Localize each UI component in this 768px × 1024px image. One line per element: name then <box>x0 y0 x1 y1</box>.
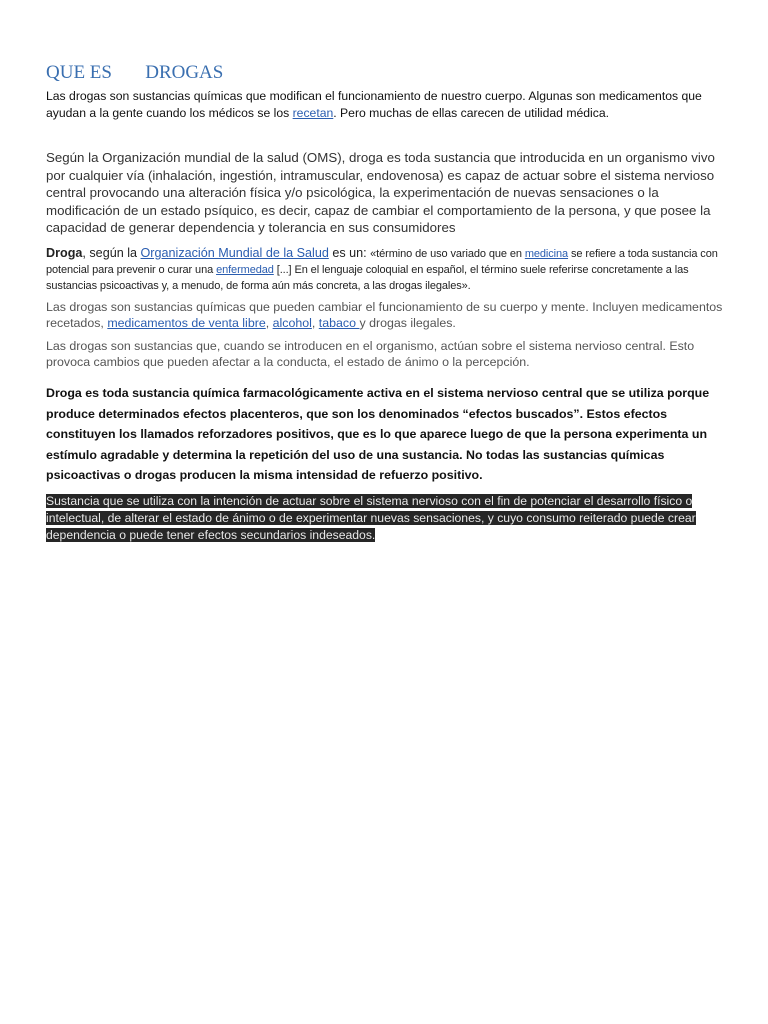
paragraph-drug-types <box>46 299 736 331</box>
link-medicamentos-de-venta-libre[interactable]: medicamentos de venta libre <box>107 316 266 330</box>
paragraph-oms-quote <box>46 246 736 294</box>
paragraph-text: . Pero muchas de ellas carecen de utilidad médica. <box>333 105 610 120</box>
paragraph-text: y drogas ilegales. <box>359 316 456 330</box>
paragraph-text: Las drogas son sustancias químicas que pueden cambiar el funcionamiento de su cuerpo y mente. Incluyen medicamentos recetados, <box>46 300 723 330</box>
link-medicina[interactable]: medicina <box>524 248 569 260</box>
separator-text: , <box>265 316 273 330</box>
bold-term-droga: Droga <box>46 246 83 260</box>
link-recetan[interactable]: recetan <box>292 105 334 120</box>
paragraph-text: es un: <box>328 246 371 260</box>
document-title: QUE ES DROGAS <box>46 62 224 83</box>
paragraph-text: , según la <box>82 246 141 260</box>
link-alcohol[interactable]: alcohol <box>272 316 312 330</box>
paragraph-text: Las drogas son sustancias químicas que modifican el funcionamiento de nuestro cuerpo. Algunas son medicamentos que ayudan a la gente cuando los médicos se los <box>46 89 702 120</box>
paragraph-oms-definition: Según la Organización mundial de la salud (OMS), droga es toda sustancia que introducida en un organismo vivo por cualquier vía (inhalación, ingestión, intramuscular, endovenosa) es capaz de actuar sobre el sistema nervioso central provocando una alteración física y/o psicológica, la experimentación de nuevas sensaciones o la modificación de un estado psíquico, es decir, capaz de cambiar el comportamiento de la persona, y que posee la capacidad de generar dependencia y tolerancia en sus consumidores <box>46 150 715 235</box>
link-tabaco[interactable]: tabaco <box>318 316 360 330</box>
separator-text: , <box>311 316 319 330</box>
link-enfermedad[interactable]: enfermedad <box>216 264 274 276</box>
paragraph-nervous-system: Las drogas son sustancias que, cuando se introducen en el organismo, actúan sobre el sistema nervioso central. Esto provoca cambios que pueden afectar a la conducta, el estado de ánimo o la percepción. <box>46 339 695 369</box>
link-organizacion-mundial-de-la-salud[interactable]: Organización Mundial de la Salud <box>140 246 329 260</box>
paragraph-bold-definition: Droga es toda sustancia química farmacológicamente activa en el sistema nervioso central que se utiliza porque produce determinados efectos placenteros, que son los denominados “efectos buscados”. Estos efectos constituyen los llamados reforzadores positivos, que es lo que aparece luego de que la persona experimenta un estímulo agradable y determina la repetición del uso de una sustancia. No todas las sustancias químicas psicoactivas o drogas producen la misma intensidad de refuerzo positivo. <box>46 386 710 482</box>
quote-text: «término de uso variado que en <box>370 248 525 260</box>
paragraph-highlighted <box>46 493 736 544</box>
highlighted-text: Sustancia que se utiliza con la intención de actuar sobre el sistema nervioso con el fin de potenciar el desarrollo físico o intelectual, de alterar el estado de ánimo o de experimentar nuevas sensaciones, y cuyo consumo reiterado puede crear dependencia o puede tener efectos secundarios indeseados. <box>46 494 696 542</box>
quote-text: [...] En el lenguaje coloquial en español, el término suele referirse concretamente a las sustancias psicoactivas y, a menudo, de forma aún más concreta, a las drogas ilegales». <box>46 264 689 292</box>
paragraph-definition-1 <box>46 88 736 121</box>
quote-text: se refiere a toda sustancia con potencial para prevenir o curar una <box>46 248 718 276</box>
